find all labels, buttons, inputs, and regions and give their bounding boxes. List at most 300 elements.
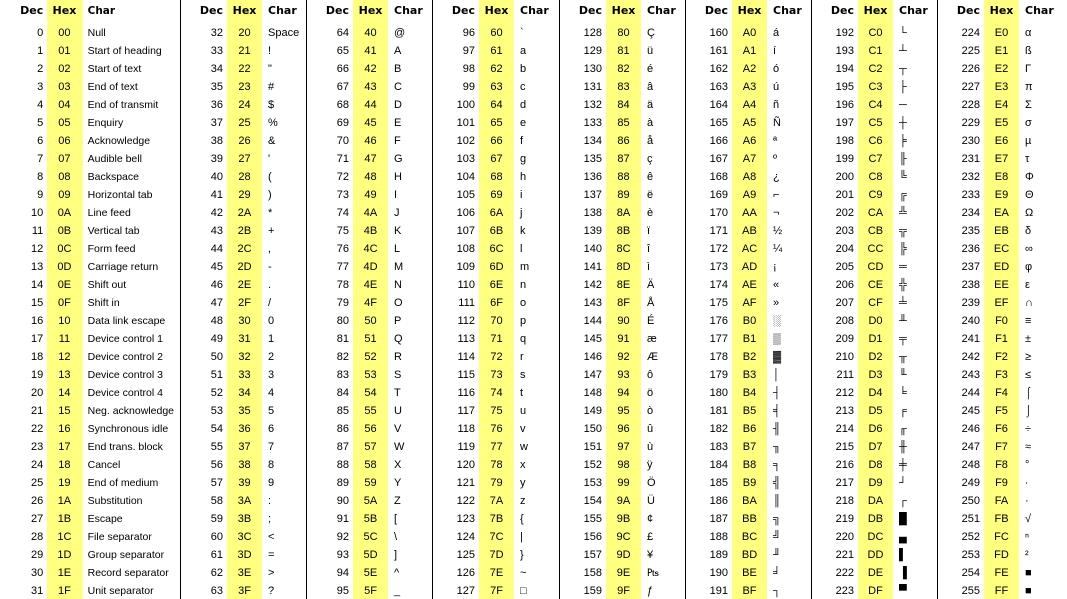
hex-value: 5F (353, 582, 388, 599)
table-row (560, 564, 685, 582)
table-row (307, 348, 432, 366)
dec-value: 219 (835, 513, 854, 525)
table-row (307, 384, 432, 402)
char-value: Ö (647, 477, 656, 489)
char-header: Char (394, 4, 423, 17)
hex-value: 2A (227, 204, 262, 222)
hex-value: D9 (858, 474, 893, 492)
table-row (0, 42, 180, 60)
dec-value: 236 (961, 243, 980, 255)
char-value: Backspace (87, 171, 139, 183)
dec-value: 174 (709, 279, 728, 291)
dec-value: 122 (456, 495, 475, 507)
char-value: Φ (1025, 171, 1034, 183)
table-row (307, 42, 432, 60)
char-value: ╘ (899, 387, 907, 399)
dec-value: 199 (835, 153, 854, 165)
char-value: 4 (268, 387, 275, 399)
hex-value: FB (984, 510, 1019, 528)
char-value: ╜ (773, 549, 781, 561)
dec-value: 142 (583, 279, 602, 291)
char-value: ¼ (773, 243, 783, 255)
char-value: V (394, 423, 402, 435)
table-row (560, 330, 685, 348)
char-value: Å (647, 297, 655, 309)
table-row (181, 42, 306, 60)
hex-value: 65 (479, 114, 514, 132)
table-row (307, 546, 432, 564)
dec-value: 16 (30, 315, 44, 327)
char-value: Device control 2 (87, 351, 163, 363)
hex-value: 16 (47, 420, 81, 438)
hex-value: E9 (984, 186, 1019, 204)
dec-value: 193 (835, 45, 854, 57)
table-row (686, 456, 811, 474)
table-row (433, 402, 559, 420)
dec-value: 159 (583, 585, 602, 597)
table-row (307, 402, 432, 420)
dec-value: 231 (961, 153, 980, 165)
header-row (812, 0, 937, 22)
hex-value: 3F (227, 582, 262, 599)
table-row (938, 42, 1067, 60)
table-row (686, 150, 811, 168)
hex-value: 62 (479, 60, 514, 78)
table-row (812, 456, 937, 474)
char-value: " (268, 63, 272, 75)
dec-value: 163 (709, 81, 728, 93)
table-row (181, 474, 306, 492)
table-row (686, 42, 811, 60)
dec-value: 30 (30, 567, 44, 579)
dec-value: 32 (210, 27, 223, 39)
hex-value: 1C (47, 528, 81, 546)
char-value: - (268, 261, 272, 273)
char-value: Z (394, 495, 401, 507)
table-row (181, 60, 306, 78)
hex-value: 04 (47, 96, 81, 114)
hex-value: 13 (47, 366, 81, 384)
char-value: # (268, 81, 275, 93)
hex-value: F6 (984, 420, 1019, 438)
hex-value: B5 (732, 402, 767, 420)
dec-value: 73 (336, 189, 349, 201)
table-row (181, 366, 306, 384)
char-header: Char (87, 5, 116, 17)
char-value: ² (1025, 549, 1029, 561)
dec-value: 189 (709, 549, 728, 561)
char-value: Data link escape (87, 315, 166, 327)
char-value: Line feed (87, 207, 131, 219)
hex-value: C0 (858, 24, 893, 42)
char-value: φ (1025, 261, 1033, 273)
table-row (433, 114, 559, 132)
hex-value: 90 (606, 312, 641, 330)
hex-value: E1 (984, 42, 1019, 60)
dec-value: 242 (961, 351, 980, 363)
table-row (938, 222, 1067, 240)
hex-value: CD (858, 258, 893, 276)
char-value: Vertical tab (87, 225, 140, 237)
dec-value: 194 (835, 63, 854, 75)
hex-value: B9 (732, 474, 767, 492)
table-row (938, 114, 1067, 132)
dec-value: 70 (336, 135, 349, 147)
table-row (181, 564, 306, 582)
table-row (0, 564, 180, 582)
table-row (0, 24, 180, 42)
table-row (560, 402, 685, 420)
char-value: ú (773, 81, 780, 93)
dec-value: 202 (835, 207, 854, 219)
dec-header: Dec (20, 4, 44, 17)
dec-value: 33 (210, 45, 223, 57)
hex-value: D1 (858, 330, 893, 348)
hex-value: 7E (479, 564, 514, 582)
table-row (181, 510, 306, 528)
table-row (812, 78, 937, 96)
table-row (0, 420, 180, 438)
table-block-5 (560, 0, 686, 599)
char-value: J (394, 207, 400, 219)
hex-value: E8 (984, 168, 1019, 186)
hex-value: 54 (353, 384, 388, 402)
dec-value: 67 (336, 81, 349, 93)
char-value: { (520, 513, 524, 525)
dec-value: 162 (709, 63, 728, 75)
table-row (812, 312, 937, 330)
char-value: ] (394, 549, 398, 561)
char-value: y (520, 477, 526, 489)
char-value: Cancel (87, 459, 121, 471)
hex-value: 66 (479, 132, 514, 150)
char-value: ë (647, 189, 654, 201)
char-header: Char (899, 4, 928, 17)
char-value: s (520, 369, 526, 381)
dec-value: 144 (583, 315, 602, 327)
table-row (560, 492, 685, 510)
table-row (0, 402, 180, 420)
hex-value: CF (858, 294, 893, 312)
hex-value: 46 (353, 132, 388, 150)
hex-value: 7C (479, 528, 514, 546)
dec-value: 173 (709, 261, 728, 273)
char-value: ▐ (899, 567, 907, 579)
table-row (307, 222, 432, 240)
table-row (938, 564, 1067, 582)
table-row (686, 402, 811, 420)
dec-value: 203 (835, 225, 854, 237)
table-row (307, 528, 432, 546)
dec-value: 74 (336, 207, 349, 219)
table-row (307, 204, 432, 222)
hex-value: B2 (732, 348, 767, 366)
hex-value: 25 (227, 114, 262, 132)
hex-value: 9E (606, 564, 641, 582)
table-row (181, 546, 306, 564)
dec-value: 241 (961, 333, 980, 345)
hex-value: D4 (858, 384, 893, 402)
dec-value: 220 (835, 531, 854, 543)
dec-value: 238 (961, 279, 980, 291)
hex-value: BC (732, 528, 767, 546)
char-value: Audible bell (87, 153, 142, 165)
table-row (433, 240, 559, 258)
table-row (181, 402, 306, 420)
table-row (307, 186, 432, 204)
dec-value: 51 (210, 369, 223, 381)
table-row (307, 96, 432, 114)
dec-value: 227 (961, 81, 980, 93)
hex-value: 22 (227, 60, 262, 78)
table-row (686, 222, 811, 240)
char-value: I (394, 189, 398, 201)
table-row (0, 114, 180, 132)
table-row (433, 348, 559, 366)
hex-value: 31 (227, 330, 262, 348)
hex-value: 1F (47, 582, 81, 599)
char-value: ═ (899, 261, 907, 273)
hex-value: EB (984, 222, 1019, 240)
dec-value: 85 (336, 405, 349, 417)
dec-value: 7 (37, 153, 44, 165)
table-row (938, 438, 1067, 456)
char-value: è (647, 207, 654, 219)
dec-value: 178 (709, 351, 728, 363)
char-value: e (520, 117, 527, 129)
table-row (0, 528, 180, 546)
table-row (433, 330, 559, 348)
hex-value: 1E (47, 564, 81, 582)
char-value: ╔ (899, 189, 907, 201)
char-value: ╩ (899, 207, 907, 219)
dec-value: 40 (210, 171, 223, 183)
dec-value: 61 (210, 549, 223, 561)
dec-value: 116 (457, 387, 475, 399)
dec-value: 64 (336, 27, 349, 39)
dec-value: 169 (709, 189, 728, 201)
table-row (181, 456, 306, 474)
char-value: A (394, 45, 402, 57)
hex-value: 2F (227, 294, 262, 312)
hex-value: 3B (227, 510, 262, 528)
hex-value: CA (858, 204, 893, 222)
dec-value: 175 (709, 297, 728, 309)
dec-value: 86 (336, 423, 349, 435)
char-value: Device control 1 (87, 333, 163, 345)
char-value: > (268, 567, 275, 579)
dec-value: 186 (709, 495, 728, 507)
hex-value: D0 (858, 312, 893, 330)
dec-value: 2 (37, 63, 44, 75)
dec-value: 47 (210, 297, 223, 309)
table-row (433, 258, 559, 276)
hex-value: 61 (479, 42, 514, 60)
table-row (307, 150, 432, 168)
char-value: « (773, 279, 780, 291)
table-row (812, 564, 937, 582)
table-row (560, 384, 685, 402)
table-row (181, 78, 306, 96)
hex-value: 9B (606, 510, 641, 528)
hex-value: EC (984, 240, 1019, 258)
hex-value: 69 (479, 186, 514, 204)
char-value: ≡ (1025, 315, 1032, 327)
dec-header: Dec (578, 4, 602, 17)
hex-value: 0D (47, 258, 81, 276)
hex-value: 73 (479, 366, 514, 384)
table-row (938, 294, 1067, 312)
hex-value: A2 (732, 60, 767, 78)
dec-value: 215 (835, 441, 854, 453)
table-row (812, 402, 937, 420)
dec-value: 132 (583, 99, 602, 111)
dec-value: 55 (210, 441, 223, 453)
char-value: Unit separator (87, 585, 154, 597)
dec-value: 119 (457, 441, 475, 453)
dec-value: 187 (709, 513, 728, 525)
hex-value: DC (858, 528, 893, 546)
hex-value: F1 (984, 330, 1019, 348)
hex-value: 84 (606, 96, 641, 114)
dec-value: 0 (37, 27, 44, 39)
table-block-1 (0, 0, 181, 599)
char-value: b (520, 63, 527, 75)
table-row (686, 330, 811, 348)
char-value: ç (647, 153, 653, 165)
table-row (812, 258, 937, 276)
table-block-6 (686, 0, 812, 599)
char-value: T (394, 387, 401, 399)
table-row (812, 366, 937, 384)
char-value: Ç (647, 27, 655, 39)
char-header: Char (647, 4, 676, 17)
table-row (560, 78, 685, 96)
header-row (307, 0, 432, 22)
hex-value: CE (858, 276, 893, 294)
dec-value: 166 (709, 135, 728, 147)
dec-value: 226 (961, 63, 980, 75)
table-row (560, 132, 685, 150)
char-value: ╣ (773, 477, 781, 489)
table-row (0, 258, 180, 276)
dec-value: 13 (30, 261, 44, 273)
char-value: ╨ (899, 315, 907, 327)
dec-value: 192 (835, 27, 854, 39)
char-value: à (647, 117, 654, 129)
char-value: ª (773, 135, 778, 147)
hex-value: A9 (732, 186, 767, 204)
table-row (181, 132, 306, 150)
table-row (181, 330, 306, 348)
table-row (560, 96, 685, 114)
dec-value: 112 (457, 315, 475, 327)
dec-value: 104 (456, 171, 475, 183)
char-value: : (268, 495, 272, 507)
table-row (938, 348, 1067, 366)
dec-value: 99 (462, 81, 475, 93)
dec-value: 201 (835, 189, 854, 201)
dec-value: 76 (336, 243, 349, 255)
hex-value: 50 (353, 312, 388, 330)
hex-value: A4 (732, 96, 767, 114)
table-row (560, 150, 685, 168)
char-value: û (647, 423, 654, 435)
hex-value: BA (732, 492, 767, 510)
table-row (938, 546, 1067, 564)
hex-value: BD (732, 546, 767, 564)
table-row (433, 420, 559, 438)
dec-value: 115 (457, 369, 475, 381)
char-value: Σ (1025, 99, 1032, 111)
dec-value: 34 (210, 63, 223, 75)
char-value: t (520, 387, 524, 399)
char-value: Æ (647, 351, 658, 363)
table-row (938, 420, 1067, 438)
hex-value: DF (858, 582, 893, 599)
char-value: End of medium (87, 477, 159, 489)
hex-header: Hex (606, 0, 641, 22)
dec-value: 102 (456, 135, 475, 147)
hex-value: 7B (479, 510, 514, 528)
hex-value: 02 (47, 60, 81, 78)
table-row (433, 546, 559, 564)
dec-value: 31 (30, 585, 44, 597)
hex-value: 52 (353, 348, 388, 366)
hex-value: ED (984, 258, 1019, 276)
table-row (812, 492, 937, 510)
dec-value: 20 (30, 387, 44, 399)
table-row (307, 492, 432, 510)
table-row (181, 240, 306, 258)
hex-value: 34 (227, 384, 262, 402)
table-row (0, 132, 180, 150)
table-row (433, 24, 559, 42)
dec-value: 105 (456, 189, 475, 201)
table-row (0, 546, 180, 564)
table-row (433, 42, 559, 60)
table-row (560, 420, 685, 438)
table-row (560, 60, 685, 78)
hex-value: 86 (606, 132, 641, 150)
hex-value: 38 (227, 456, 262, 474)
hex-value: 56 (353, 420, 388, 438)
char-value: î (647, 243, 651, 255)
dec-value: 95 (336, 585, 349, 597)
dec-value: 101 (456, 117, 475, 129)
char-value: ≈ (1025, 441, 1032, 453)
dec-value: 91 (336, 513, 349, 525)
dec-value: 35 (210, 81, 223, 93)
char-value: , (268, 243, 272, 255)
hex-value: FD (984, 546, 1019, 564)
table-row (560, 114, 685, 132)
table-row (181, 114, 306, 132)
table-row (181, 150, 306, 168)
table-row (0, 582, 180, 599)
table-row (307, 510, 432, 528)
hex-value: 11 (47, 330, 81, 348)
char-value: â (647, 81, 654, 93)
hex-value: 35 (227, 402, 262, 420)
table-row (812, 240, 937, 258)
hex-value: 29 (227, 186, 262, 204)
char-value: ≤ (1025, 369, 1032, 381)
char-value: ─ (899, 99, 907, 111)
hex-value: E2 (984, 60, 1019, 78)
char-value: 6 (268, 423, 275, 435)
dec-value: 164 (709, 99, 728, 111)
